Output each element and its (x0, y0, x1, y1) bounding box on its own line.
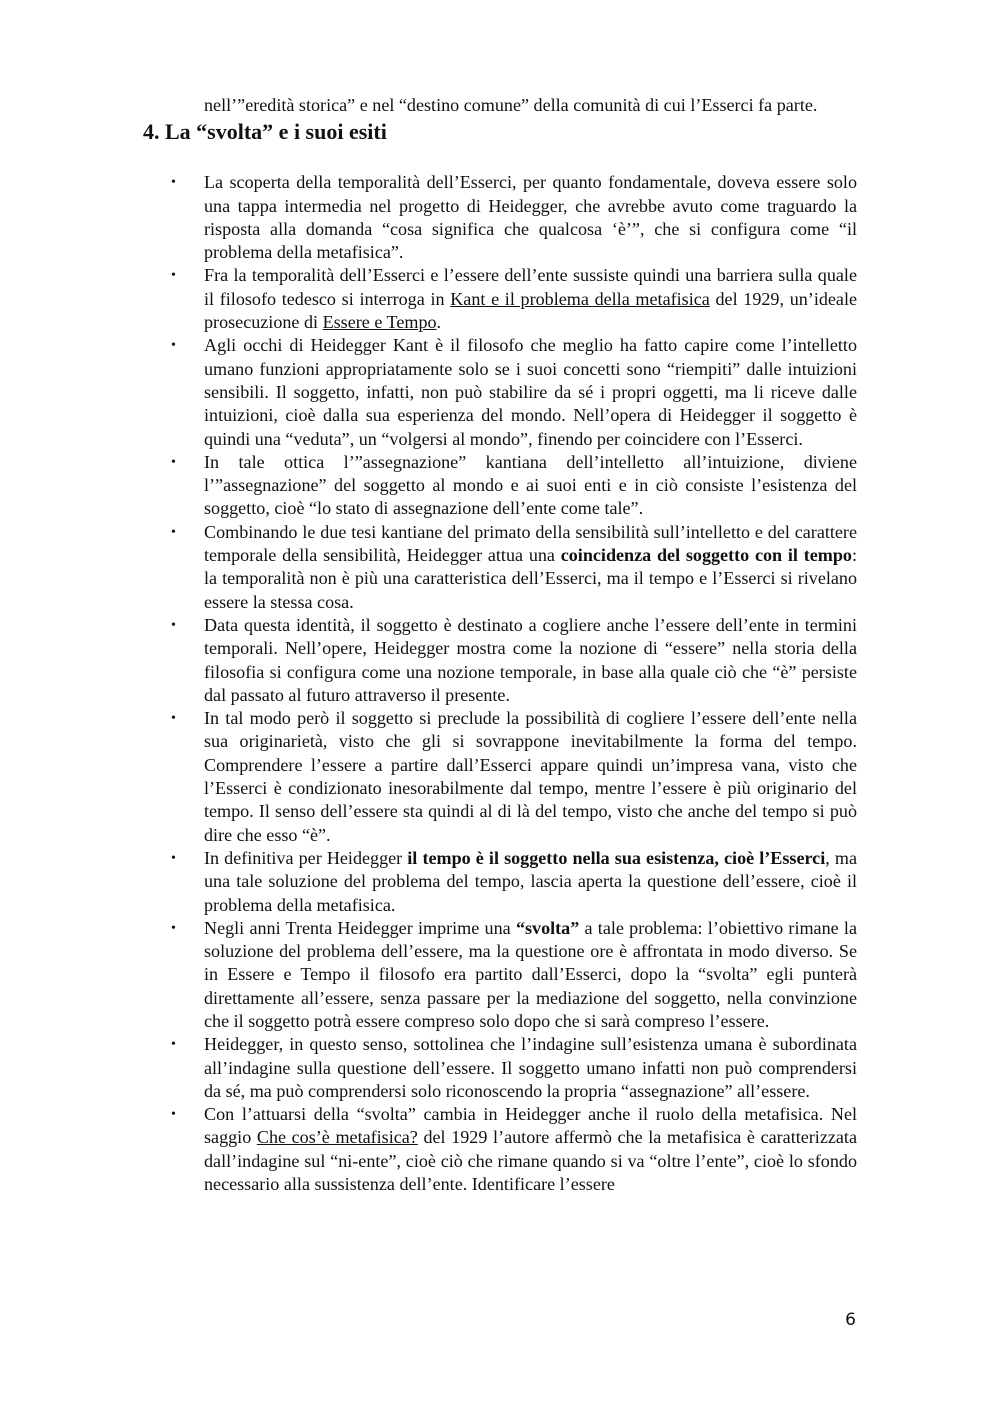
text-run: Negli anni Trenta Heidegger imprime una (204, 917, 516, 938)
bullet-item (143, 847, 857, 917)
underlined-title: Che cos’è metafisica? (256, 1127, 418, 1148)
bullet-text (204, 847, 857, 917)
text-run: del 1929, un’ideale prosecuzione di (204, 288, 858, 333)
bullet-item (143, 1033, 857, 1103)
bullet-item (143, 707, 857, 847)
bullet-marker: • (171, 1107, 176, 1123)
bullet-marker: • (171, 1037, 176, 1053)
bullet-marker: • (171, 454, 176, 470)
bullet-marker: • (171, 338, 176, 354)
bullet-item (143, 334, 857, 450)
continuation-paragraph: nell’”eredità storica” e nel “destino comune” della comunità di cui l’Esserci fa parte. (204, 95, 818, 115)
bullet-item (143, 1103, 857, 1196)
bullet-item (143, 917, 857, 1033)
text-run: La scoperta della temporalità dell’Esserci, per quanto fondamentale, doveva essere solo una tappa intermedia nel progetto di Heidegger, che avrebbe avuto come traguardo la risposta alla domanda “cosa significa che qualcosa ‘è’”, che si configura come “il problema della metafisica”. (204, 172, 857, 263)
bullet-text (204, 707, 857, 847)
text-run: a tale problema: l’obiettivo rimane la soluzione del problema dell’essere, ma la questione ore è affrontata in modo diverso. Se in Essere e Tempo il filosofo era partito dall’Esserci, dopo la “svolta” egli punterà direttamente all’essere, senza passare per la mediazione del soggetto, nella convinzione che il soggetto potrà essere compreso solo dopo che si sarà compreso l’essere. (204, 917, 857, 1031)
bullet-text (204, 917, 857, 1033)
bullet-text (204, 264, 857, 334)
text-run: Con l’attuarsi della “svolta” cambia in Heidegger anche il ruolo della metafisica. Nel saggio (204, 1104, 857, 1148)
bullet-marker: • (171, 617, 176, 633)
bullet-marker: • (171, 850, 176, 866)
bullet-item (143, 614, 857, 707)
text-run: In definitiva per Heidegger (204, 847, 408, 868)
text-run: Heidegger, in questo senso, sottolinea che l’indagine sull’esistenza umana è subordinata all’indagine sulla questione dell’essere. Il soggetto umano infatti non può comprendersi da sé, ma può comprendersi solo riconoscendo la propria “assegnazione” all’essere. (204, 1034, 857, 1101)
bold-emphasis: il tempo è il soggetto nella sua esistenza, cioè l’Esserci (407, 847, 826, 868)
bullet-text (204, 521, 857, 614)
bullet-text (204, 614, 857, 707)
bullet-marker: • (171, 524, 176, 540)
page-content (143, 94, 857, 1196)
text-run: , ma una tale soluzione del problema del tempo, lascia aperta la questione dell’essere, cioè il problema della metafisica. (204, 847, 857, 915)
bullet-marker: • (171, 711, 176, 727)
bullet-item (143, 171, 857, 264)
bullet-item (143, 521, 857, 614)
text-run: Fra la temporalità dell’Esserci e l’essere dell’ente sussiste quindi una barriera sulla quale il filosofo tedesco si interroga in (204, 265, 857, 309)
text-run: Agli occhi di Heidegger Kant è il filosofo che meglio ha fatto capire come l’intelletto umano funzioni appropriatamente solo se i suoi concetti sono “riempiti” dalle intuizioni sensibili. Il soggetto, infatti, non può stabilire da sé i propri oggetti, ma li riceve dalle intuizioni, cioè dalla sua esperienza del mondo. Nell’opera di Heidegger il soggetto è quindi una “veduta”, un “volgersi al mondo”, finendo per coincidere con l’Esserci. (204, 335, 857, 449)
text-run: Combinando le due tesi kantiane del primato della sensibilità sull’intelletto e del carattere temporale della sensibilità, Heidegger attua una (204, 521, 857, 566)
text-run: In tal modo però il soggetto si preclude la possibilità di cogliere l’essere dell’ente nella sua originarietà, visto che gli si sovrappone inevitabilmente la forma del tempo. Comprendere l’essere a partire dall’Esserci appare quindi un’impresa vana, visto che l’Esserci è condizionato inesorabilmente dal tempo, mentre l’essere è più originario del tempo. Il senso dell’essere sta quindi al di là del tempo, visto che anche del tempo si può dire che esso “è”. (204, 708, 857, 845)
page-number: 6 (845, 1310, 856, 1330)
text-run: del 1929 l’autore affermò che la metafisica è caratterizzata dall’indagine sul “ni-ente”, cioè ciò che rimane quando si va “oltre l’ente”, cioè lo sfondo necessario alla sussistenza dell’ente. Identificare l’essere (204, 1127, 857, 1195)
bullet-list (143, 171, 857, 1196)
bold-emphasis: coincidenza del soggetto con il tempo (560, 545, 852, 566)
section-heading: 4. La “svolta” e i suoi esiti (143, 119, 387, 145)
underlined-title: Essere e Tempo (322, 312, 437, 333)
bullet-marker: • (171, 268, 176, 284)
bullet-text (204, 1033, 857, 1103)
bullet-item (143, 264, 857, 334)
text-run: : la temporalità non è più una caratteristica dell’Esserci, ma il tempo e l’Esserci si rivelano essere la stessa cosa. (204, 545, 857, 612)
bullet-text (204, 451, 857, 521)
text-run: . (436, 312, 442, 333)
text-run: Data questa identità, il soggetto è destinato a cogliere anche l’essere dell’ente in termini temporali. Nell’opere, Heidegger mostra come la nozione di “essere” nella storia della filosofia si configura come una nozione temporale, in base alla quale ciò che “è” persiste dal passato al futuro attraverso il presente. (204, 614, 857, 705)
bullet-item (143, 451, 857, 521)
bold-emphasis: “svolta” (515, 917, 580, 938)
bullet-marker: • (171, 175, 176, 191)
text-run: In tale ottica l’”assegnazione” kantiana dell’intelletto all’intuizione, diviene l’”assegnazione” del soggetto al mondo e ai suoi enti e in ciò consiste l’esistenza del soggetto, cioè “lo stato di assegnazione dell’ente come tale”. (204, 451, 857, 519)
bullet-text (204, 171, 857, 264)
underlined-title: Kant e il problema della metafisica (450, 288, 710, 309)
bullet-text (204, 334, 857, 450)
bullet-marker: • (171, 920, 176, 936)
bullet-text (204, 1103, 857, 1196)
